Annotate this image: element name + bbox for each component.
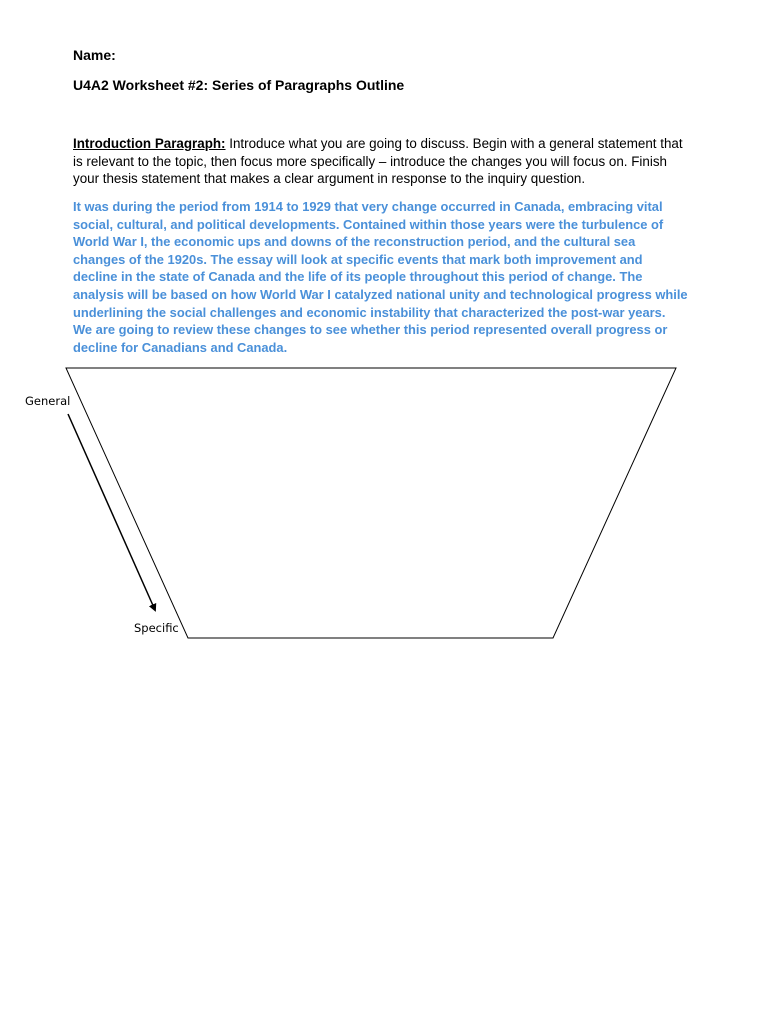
general-to-specific-arrow <box>68 414 155 610</box>
specific-label: Specific <box>134 621 179 635</box>
introduction-response: It was during the period from 1914 to 1929 that very change occurred in Canada, embracing vital social, cultural, and political developments. Contained within those years were the turbulence of World War I, the economic ups and downs of the reconstruction period, and the cultural sea changes of the 1920s. The essay will look at specific events that mark both improvement and decline in the state of Canada and the life of its people throughout this period of change. The analysis will be based on how World War I catalyzed national unity and technological progress while underlining the social challenges and economic instability that characterized the post-war years. We are going to review these changes to see whether this period represented overall progress or decline for Canadians and Canada. <box>73 199 688 355</box>
funnel-shape <box>66 368 676 638</box>
worksheet-title: U4A2 Worksheet #2: Series of Paragraphs Outline <box>73 77 405 93</box>
instructions-body: Introduce what you are going to discuss. Begin with a general statement that is relevant to the topic, then focus more specifically – introduce the changes you will focus on. Finish your thesis statement that makes a clear argument in response to the inquiry question. <box>73 136 683 187</box>
instructions-lead: Introduction Paragraph: <box>73 136 226 151</box>
general-label: General <box>25 394 71 408</box>
name-label: Name: <box>73 47 116 63</box>
